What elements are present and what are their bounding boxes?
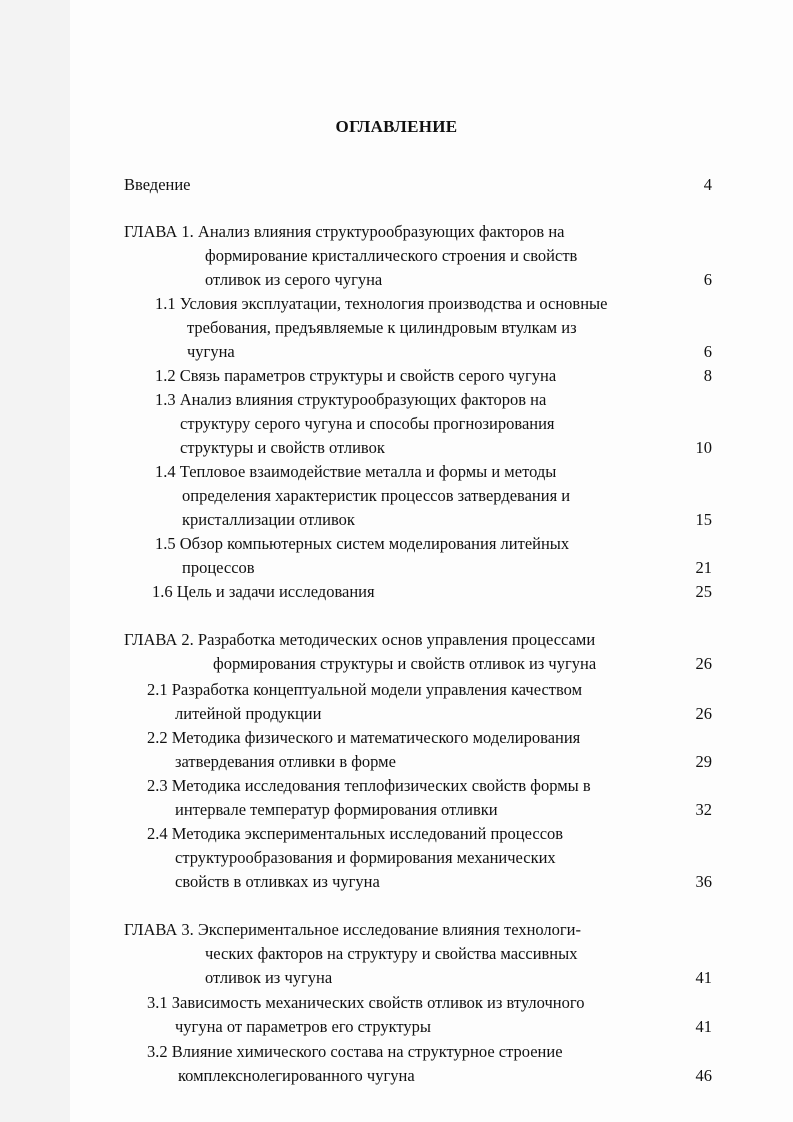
ch2-page: 26	[695, 654, 712, 673]
sec-2-1-page: 26	[695, 704, 712, 723]
sec-1-1-line-1: 1.1 Условия эксплуатации, технология производства и основные	[155, 294, 608, 313]
sec-1-1-line-3: чугуна	[187, 342, 235, 361]
sec-1-5-line-2: процессов	[182, 558, 255, 577]
sec-2-1-line-1: 2.1 Разработка концептуальной модели управления качеством	[147, 680, 583, 699]
sec-3-1-line-1: 3.1 Зависимость механических свойств отливок из втулочного	[147, 993, 585, 1012]
sec-2-4-line-3: свойств в отливках из чугуна	[175, 872, 380, 891]
sec-2-3-page: 32	[695, 800, 712, 819]
ch1-title-line-3: отливок из серого чугуна	[205, 270, 383, 289]
sec-1-2-line-1: 1.2 Связь параметров структуры и свойств серого чугуна	[155, 366, 557, 385]
ch2-title-line-2: формирования структуры и свойств отливок из чугуна	[213, 654, 597, 673]
sec-1-6-line-1: 1.6 Цель и задачи исследования	[152, 582, 375, 601]
sec-1-1-line-2: требования, предъявляемые к цилиндровым втулкам из	[187, 318, 577, 337]
sec-2-1-line-2: литейной продукции	[175, 704, 322, 723]
sec-3-1-page: 41	[695, 1017, 712, 1036]
sec-2-2-line-2: затвердевания отливки в форме	[175, 752, 396, 771]
ch1-title-line-2: формирование кристаллического строения и свойств	[205, 246, 578, 265]
sec-1-5-line-1: 1.5 Обзор компьютерных систем моделирования литейных	[155, 534, 570, 553]
sec-3-2-page: 46	[695, 1066, 712, 1085]
ch3-title-line-2: ческих факторов на структуру и свойства массивных	[205, 944, 578, 963]
sec-2-2-page: 29	[695, 752, 712, 771]
sec-1-4-line-3: кристаллизации отливок	[182, 510, 355, 529]
sec-1-3-line-2: структуру серого чугуна и способы прогнозирования	[180, 414, 555, 433]
ch3-title-line-1: ГЛАВА 3. Экспериментальное исследование влияния технологи-	[124, 920, 582, 939]
sec-1-3-line-1: 1.3 Анализ влияния структурообразующих факторов на	[155, 390, 547, 409]
ch2-title-line-1: ГЛАВА 2. Разработка методических основ управления процессами	[124, 630, 596, 649]
sec-1-2-page: 8	[703, 366, 712, 385]
sec-2-4-page: 36	[695, 872, 712, 891]
sec-1-1-page: 6	[703, 342, 712, 361]
sec-1-3-line-3: структуры и свойств отливок	[180, 438, 385, 457]
ch3-page: 41	[695, 968, 712, 987]
sec-2-4-line-1: 2.4 Методика экспериментальных исследований процессов	[147, 824, 564, 843]
ch1-page: 6	[703, 270, 712, 289]
sec-1-3-page: 10	[695, 438, 712, 457]
sec-2-2-line-1: 2.2 Методика физического и математического моделирования	[147, 728, 581, 747]
sec-3-1-line-2: чугуна от параметров его структуры	[175, 1017, 431, 1036]
sec-1-5-page: 21	[695, 558, 712, 577]
sec-1-4-page: 15	[695, 510, 712, 529]
sec-2-3-line-2: интервале температур формирования отливки	[175, 800, 498, 819]
sec-3-2-line-2: комплекснолегированного чугуна	[178, 1066, 415, 1085]
toc-intro-page: 4	[703, 175, 712, 194]
sec-3-2-line-1: 3.2 Влияние химического состава на структурное строение	[147, 1042, 563, 1061]
sec-1-4-line-2: определения характеристик процессов затвердевания и	[182, 486, 571, 505]
sec-2-3-line-1: 2.3 Методика исследования теплофизических свойств формы в	[147, 776, 591, 795]
toc-intro-label: Введение	[124, 175, 191, 194]
ch3-title-line-3: отливок из чугуна	[205, 968, 333, 987]
ch1-title-line-1: ГЛАВА 1. Анализ влияния структурообразующих факторов на	[124, 222, 565, 241]
sec-1-4-line-1: 1.4 Тепловое взаимодействие металла и формы и методы	[155, 462, 557, 481]
toc-title: ОГЛАВЛЕНИЕ	[335, 117, 458, 136]
sec-2-4-line-2: структурообразования и формирования механических	[175, 848, 556, 867]
scan-margin	[0, 0, 70, 1122]
sec-1-6-page: 25	[695, 582, 712, 601]
